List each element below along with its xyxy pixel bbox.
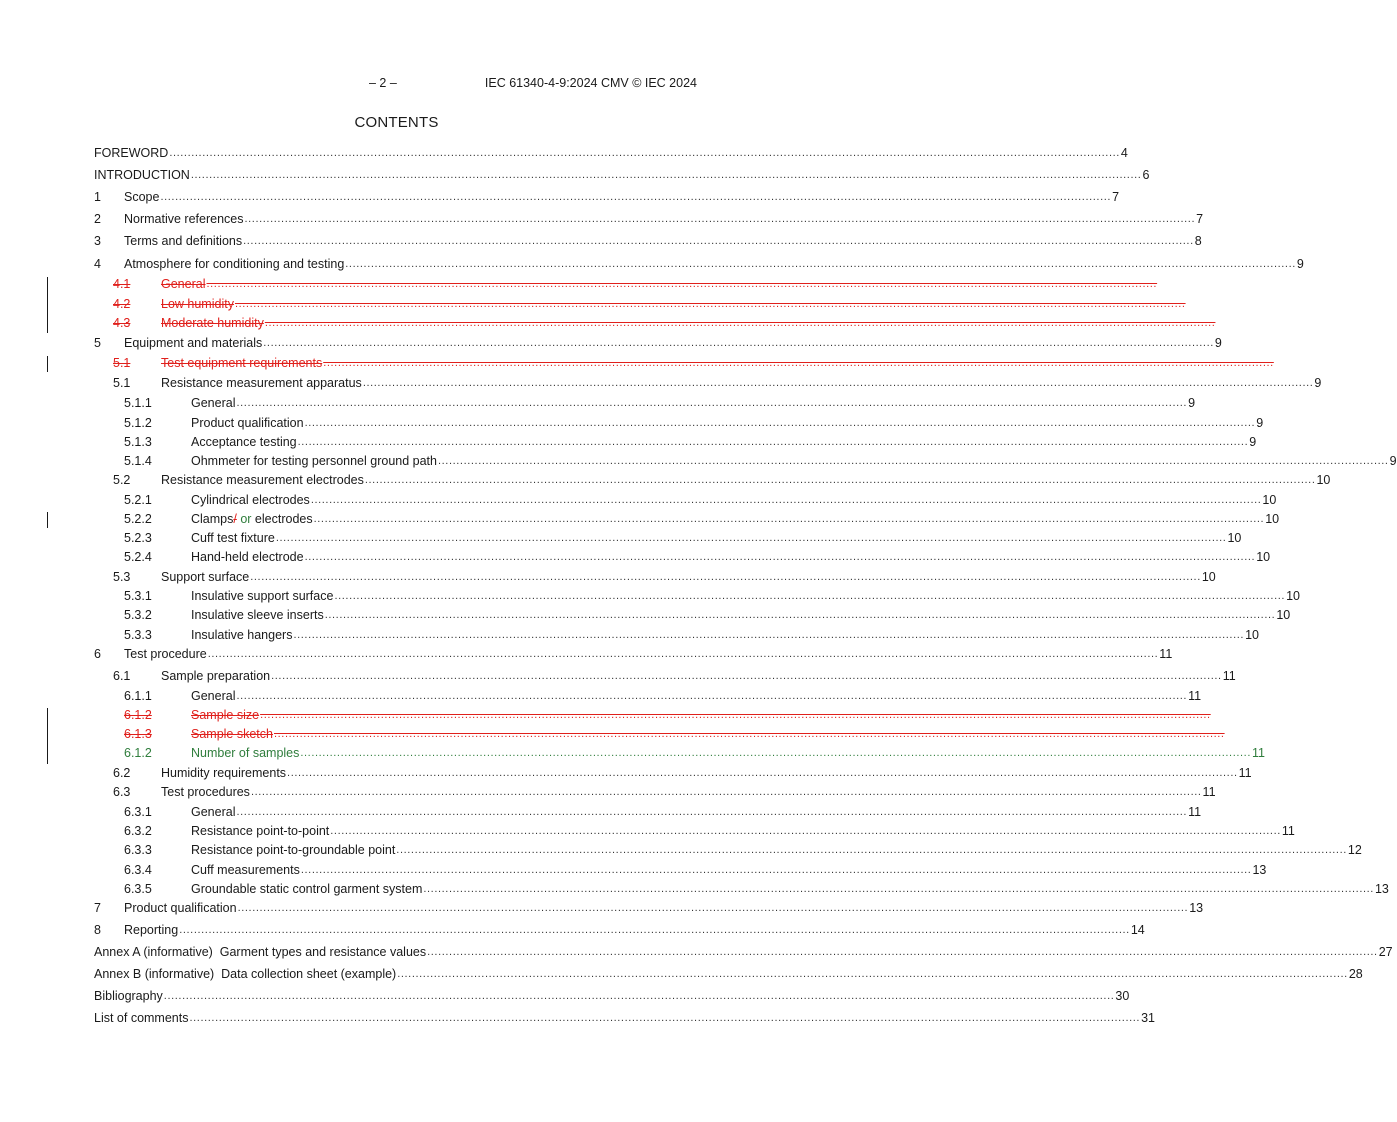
toc-entry-page: 30 [1115, 989, 1130, 1003]
toc-entry-page: 10 [1227, 531, 1242, 545]
leader-dots: .................................................................................................................................................................................................................................................................... [236, 690, 1188, 702]
page-number: – 2 – [369, 76, 397, 90]
toc-entry-page: 14 [1130, 923, 1145, 937]
leader-dots: .................................................................................................................................................................................................................................................................... [250, 571, 1201, 583]
toc-entry-bibliography[interactable] [94, 988, 1130, 1005]
leader-dots: .................................................................................................................................................................................................................................................................... [362, 377, 1314, 389]
leader-dots: .................................................................................................................................................................................................................................................................... [324, 609, 1276, 621]
leader-dots: .................................................................................................................................................................................................................................................................... [397, 968, 1348, 980]
leader-dots: .................................................................................................................................................................................................................................................................... [293, 629, 1245, 641]
toc-entry-title: Ohmmeter for testing personnel ground path [191, 454, 437, 468]
toc-entry-number: 5.1 [113, 376, 131, 390]
toc-entry-page: 9 [1214, 336, 1222, 350]
toc-entry-number: 5.3 [113, 570, 131, 584]
toc-entry-title: FOREWORD [94, 146, 169, 160]
toc-entry-title: Insulative sleeve inserts [191, 608, 324, 622]
toc-entry-resistance-measurement-electrodes[interactable] [94, 472, 1331, 489]
toc-entry-cuff-test-fixture[interactable] [94, 530, 1242, 547]
toc-entry-title: Annex B (informative) Data collection sheet (example) [94, 967, 397, 981]
leader-dots: .................................................................................................................................................................................................................................................................... [179, 924, 1130, 936]
toc-entry-title: INTRODUCTION [94, 168, 190, 182]
toc-entry-number: 6 [94, 647, 101, 661]
toc-entry-scope[interactable] [94, 189, 1120, 206]
toc-entry-title: Insulative support surface [191, 589, 334, 603]
toc-entry-reporting[interactable] [94, 922, 1145, 939]
toc-entry-number: 6.1 [113, 669, 131, 683]
toc-entry-number: 5.2.2 [124, 512, 152, 526]
leader-dots: .................................................................................................................................................................................................................................................................... [437, 455, 1389, 467]
toc-entry-page: 10 [1265, 512, 1280, 526]
toc-entry-number: 5.1.3 [124, 435, 152, 449]
toc-entry-insulative-support-surface[interactable] [94, 588, 1300, 605]
toc-entry-deleted[interactable] [94, 355, 1274, 372]
toc-entry-number: 5.3.2 [124, 608, 152, 622]
toc-entry-title: Sample preparation [161, 669, 271, 683]
leader-dots: .................................................................................................................................................................................................................................................................... [163, 990, 1115, 1002]
leader-dots: .................................................................................................................................................................................................................................................................... [244, 213, 1196, 225]
toc-entry-general[interactable] [94, 395, 1196, 412]
toc-entry-page: 11 [1281, 824, 1295, 838]
toc-entry-title: General [191, 805, 236, 819]
toc-entry-number: 6.3 [113, 785, 131, 799]
leader-dots: .................................................................................................................................................................................................................................................................... [169, 147, 1120, 159]
toc-entry-number: 6.3.5 [124, 882, 152, 896]
toc-entry-foreword[interactable] [94, 145, 1128, 162]
page-title: CONTENTS [354, 114, 439, 131]
toc-entry-title: Low humidity [161, 297, 234, 311]
leader-dots: .................................................................................................................................................................................................................................................................... [345, 258, 1296, 270]
toc-entry-page: 12 [1347, 843, 1362, 857]
toc-entry-number: 5.3.1 [124, 589, 152, 603]
toc-entry-title: Product qualification [191, 416, 304, 430]
toc-entry-page: 6 [1142, 168, 1150, 182]
toc-entry-number: 2 [94, 212, 101, 226]
leader-dots: .................................................................................................................................................................................................................................................................... [190, 169, 1142, 181]
toc-entry-page: 10 [1276, 608, 1291, 622]
toc-entry-deleted[interactable] [94, 315, 1216, 332]
toc-entry-number: 5.2 [113, 473, 131, 487]
toc-entry-page: 7 [1112, 190, 1120, 204]
toc-entry-title: Terms and definitions [124, 234, 243, 248]
toc-entry-page: 10 [1245, 628, 1259, 642]
page-header [0, 76, 793, 92]
change-bar [47, 277, 48, 333]
leader-dots: .................................................................................................................................................................................................................................................................... [427, 946, 1378, 958]
leader-dots: .................................................................................................................................................................................................................................................................... [189, 1012, 1141, 1024]
toc-entry-number: 5.3.3 [124, 628, 152, 642]
toc-entry-equipment-and-materials[interactable] [94, 335, 1222, 352]
leader-dots: .................................................................................................................................................................................................................................................................... [263, 337, 1214, 349]
toc-entry-number: 1 [94, 190, 101, 204]
toc-entry-page: 13 [1374, 882, 1389, 896]
toc-entry-title: Test procedures [161, 785, 250, 799]
document-reference: IEC 61340-4-9:2024 CMV © IEC 2024 [484, 76, 697, 90]
inserted-text: or [236, 512, 252, 526]
toc-entry-page: 27 [1378, 945, 1393, 959]
toc-entry-insulative-sleeve-inserts[interactable] [94, 607, 1291, 624]
toc-entry-page: 13 [1252, 863, 1267, 877]
leader-dots: .................................................................................................................................................................................................................................................................... [250, 786, 1202, 798]
toc-entry-ohmmeter[interactable] [94, 453, 1397, 470]
toc-entry-page: 10 [1316, 473, 1331, 487]
toc-entry-title: Moderate humidity [161, 316, 264, 330]
toc-entry-title: General [191, 689, 236, 703]
toc-entry-resistance-point-to-groundable-point[interactable] [94, 842, 1362, 859]
leader-dots: .................................................................................................................................................................................................................................................................... [297, 436, 1249, 448]
toc-entry-cylindrical-electrodes[interactable] [94, 492, 1277, 509]
leader-dots: .................................................................................................................................................................................................................................................................... [287, 767, 1238, 779]
toc-entry-resistance-measurement-apparatus[interactable] [94, 375, 1322, 392]
toc-entry-humidity-requirements[interactable] [94, 765, 1252, 782]
toc-entry-page: 10 [1262, 493, 1277, 507]
toc-entry-deleted[interactable] [94, 296, 1186, 313]
leader-dots: .................................................................................................................................................................................................................................................................... [323, 357, 1274, 369]
toc-entry-title: Acceptance testing [191, 435, 297, 449]
toc-entry-page: 9 [1249, 435, 1257, 449]
toc-entry-support-surface[interactable] [94, 569, 1216, 586]
toc-entry-cuff-measurements[interactable] [94, 862, 1267, 879]
toc-entry-number: 3 [94, 234, 101, 248]
toc-entry-page: 10 [1201, 570, 1216, 584]
toc-entry-title: Support surface [161, 570, 250, 584]
toc-entry-title: List of comments [94, 1011, 189, 1025]
toc-entry-title: Atmosphere for conditioning and testing [124, 257, 345, 271]
toc-entry-page: 11 [1222, 669, 1236, 683]
toc-entry-page: 9 [1256, 416, 1264, 430]
leader-dots: .................................................................................................................................................................................................................................................................... [271, 670, 1222, 682]
toc-entry-title: Insulative hangers [191, 628, 293, 642]
toc-entry-title: Scope [124, 190, 160, 204]
toc-entry-page: 8 [1194, 234, 1202, 248]
toc-entry-number: 6.3.4 [124, 863, 152, 877]
toc-entry-page: 11 [1238, 766, 1252, 780]
toc-entry-title: Resistance measurement apparatus [161, 376, 362, 390]
toc-entry-annex-b[interactable] [94, 966, 1363, 983]
toc-entry-title: Equipment and materials [124, 336, 263, 350]
toc-entry-page: 11 [1202, 785, 1216, 799]
leader-dots: .................................................................................................................................................................................................................................................................... [300, 864, 1252, 876]
toc-entry-title: Reporting [124, 923, 179, 937]
toc-entry-number: 6.3.1 [124, 805, 152, 819]
toc-entry-page: 31 [1141, 1011, 1155, 1025]
toc-entry-page: 4 [1120, 146, 1128, 160]
toc-entry-sample-preparation[interactable] [94, 668, 1236, 685]
toc-entry-number: 6.1.2 [124, 746, 152, 760]
leader-dots: .................................................................................................................................................................................................................................................................... [237, 902, 1189, 914]
leader-dots: .................................................................................................................................................................................................................................................................... [334, 590, 1286, 602]
leader-dots: .................................................................................................................................................................................................................................................................... [275, 532, 1227, 544]
toc-entry-normative-references[interactable] [94, 211, 1204, 228]
toc-entry-clamps-or-electrodes[interactable] [94, 511, 1280, 528]
toc-entry-number: 5 [94, 336, 101, 350]
toc-entry-number: 5.1.2 [124, 416, 152, 430]
toc-entry-title: Cylindrical electrodes [191, 493, 310, 507]
toc-entry-number: 8 [94, 923, 101, 937]
toc-entry-general[interactable] [94, 804, 1202, 821]
leader-dots: .................................................................................................................................................................................................................................................................... [260, 709, 1211, 721]
toc-entry-number: 4.2 [113, 297, 131, 311]
toc-entry-title: Clamps/ or electrodes [191, 512, 313, 526]
leader-dots: .................................................................................................................................................................................................................................................................... [236, 806, 1188, 818]
change-bar [47, 512, 48, 528]
toc-entry-number: 4 [94, 257, 101, 271]
toc-entry-inserted[interactable] [94, 745, 1265, 762]
leader-dots: .................................................................................................................................................................................................................................................................... [423, 883, 1374, 895]
leader-dots: .................................................................................................................................................................................................................................................................... [396, 844, 1347, 856]
toc-entry-product-qualification[interactable] [94, 900, 1204, 917]
toc-entry-general[interactable] [94, 688, 1202, 705]
leader-dots: .................................................................................................................................................................................................................................................................... [304, 417, 1256, 429]
leader-dots: .................................................................................................................................................................................................................................................................... [160, 191, 1112, 203]
toc-entry-number: 6.1.2 [124, 708, 152, 722]
toc-entry-title: Hand-held electrode [191, 550, 304, 564]
toc-entry-product-qualification[interactable] [94, 415, 1264, 432]
toc-entry-test-procedures[interactable] [94, 784, 1216, 801]
toc-entry-title: Resistance point-to-point [191, 824, 330, 838]
toc-entry-page: 9 [1296, 257, 1304, 271]
toc-entry-number: 5.2.3 [124, 531, 152, 545]
leader-dots: .................................................................................................................................................................................................................................................................... [330, 825, 1281, 837]
toc-entry-page: 9 [1314, 376, 1322, 390]
leader-dots: .................................................................................................................................................................................................................................................................... [304, 551, 1256, 563]
toc-entry-title: Resistance point-to-groundable point [191, 843, 396, 857]
leader-dots: .................................................................................................................................................................................................................................................................... [236, 397, 1188, 409]
toc-entry-number: 4.1 [113, 277, 131, 291]
toc-entry-title: Groundable static control garment system [191, 882, 423, 896]
toc-entry-title: Humidity requirements [161, 766, 287, 780]
toc-entry-terms-and-definitions[interactable] [94, 233, 1202, 250]
toc-entry-number: 5.1.1 [124, 396, 152, 410]
toc-entry-page: 7 [1196, 212, 1204, 226]
leader-dots: .................................................................................................................................................................................................................................................................... [273, 728, 1225, 740]
leader-dots: .................................................................................................................................................................................................................................................................... [310, 494, 1262, 506]
toc-entry-title: Bibliography [94, 989, 163, 1003]
leader-dots: .................................................................................................................................................................................................................................................................... [364, 474, 1316, 486]
toc-entry-list-of-comments[interactable] [94, 1010, 1155, 1027]
leader-dots: .................................................................................................................................................................................................................................................................... [206, 278, 1158, 290]
change-bar [47, 356, 48, 372]
toc-entry-resistance-point-to-point[interactable] [94, 823, 1295, 840]
toc-entry-title: Test equipment requirements [161, 356, 323, 370]
toc-entry-page: 28 [1348, 967, 1363, 981]
toc-entry-title: Sample size [191, 708, 260, 722]
toc-entry-title: Cuff measurements [191, 863, 300, 877]
toc-entry-title: Sample sketch [191, 727, 273, 741]
toc-entry-test-procedure[interactable] [94, 646, 1173, 663]
toc-entry-deleted[interactable] [94, 726, 1225, 743]
toc-entry-hand-held-electrode[interactable] [94, 549, 1271, 566]
toc-entry-page: 9 [1188, 396, 1196, 410]
leader-dots: .................................................................................................................................................................................................................................................................... [264, 317, 1216, 329]
deleted-text: / [233, 512, 237, 526]
toc-entry-number: 6.1.3 [124, 727, 152, 741]
leader-dots: .................................................................................................................................................................................................................................................................... [300, 747, 1251, 759]
toc-entry-groundable-garment-system[interactable] [94, 881, 1389, 898]
toc-entry-page: 10 [1256, 550, 1271, 564]
toc-entry-title: Test procedure [124, 647, 207, 661]
toc-entry-number: 4.3 [113, 316, 131, 330]
toc-entry-number: 6.2 [113, 766, 131, 780]
toc-entry-title: Product qualification [124, 901, 237, 915]
toc-entry-number: 6.1.1 [124, 689, 152, 703]
toc-entry-page: 10 [1286, 589, 1300, 603]
toc-entry-page: 11 [1159, 647, 1173, 661]
toc-entry-page: 11 [1188, 689, 1202, 703]
toc-entry-number: 5.1.4 [124, 454, 152, 468]
leader-dots: .................................................................................................................................................................................................................................................................... [207, 648, 1159, 660]
toc-entry-annex-a[interactable] [94, 944, 1393, 961]
leader-dots: .................................................................................................................................................................................................................................................................... [313, 513, 1265, 525]
toc-entry-insulative-hangers[interactable] [94, 627, 1259, 644]
toc-entry-number: 7 [94, 901, 101, 915]
change-bar [47, 708, 48, 764]
toc-entry-deleted[interactable] [94, 707, 1211, 724]
toc-entry-title: Number of samples [191, 746, 300, 760]
toc-entry-atmosphere[interactable] [94, 256, 1304, 273]
toc-entry-introduction[interactable] [94, 167, 1150, 184]
toc-entry-page: 13 [1189, 901, 1204, 915]
toc-entry-number: 5.2.4 [124, 550, 152, 564]
toc-entry-acceptance-testing[interactable] [94, 434, 1257, 451]
leader-dots: .................................................................................................................................................................................................................................................................... [243, 235, 1194, 247]
toc-entry-number: 5.2.1 [124, 493, 152, 507]
toc-entry-deleted[interactable] [94, 276, 1158, 293]
toc-entry-page: 11 [1188, 805, 1202, 819]
toc-entry-title: Annex A (informative) Garment types and resistance values [94, 945, 427, 959]
toc-entry-title: Normative references [124, 212, 244, 226]
toc-entry-title: General [191, 396, 236, 410]
leader-dots: .................................................................................................................................................................................................................................................................... [234, 298, 1186, 310]
toc-entry-number: 5.1 [113, 356, 131, 370]
toc-entry-page: 9 [1389, 454, 1397, 468]
toc-entry-title: Resistance measurement electrodes [161, 473, 364, 487]
toc-entry-number: 6.3.2 [124, 824, 152, 838]
toc-entry-title: Cuff test fixture [191, 531, 275, 545]
toc-entry-title: General [161, 277, 206, 291]
toc-entry-number: 6.3.3 [124, 843, 152, 857]
toc-entry-page: 11 [1251, 746, 1265, 760]
